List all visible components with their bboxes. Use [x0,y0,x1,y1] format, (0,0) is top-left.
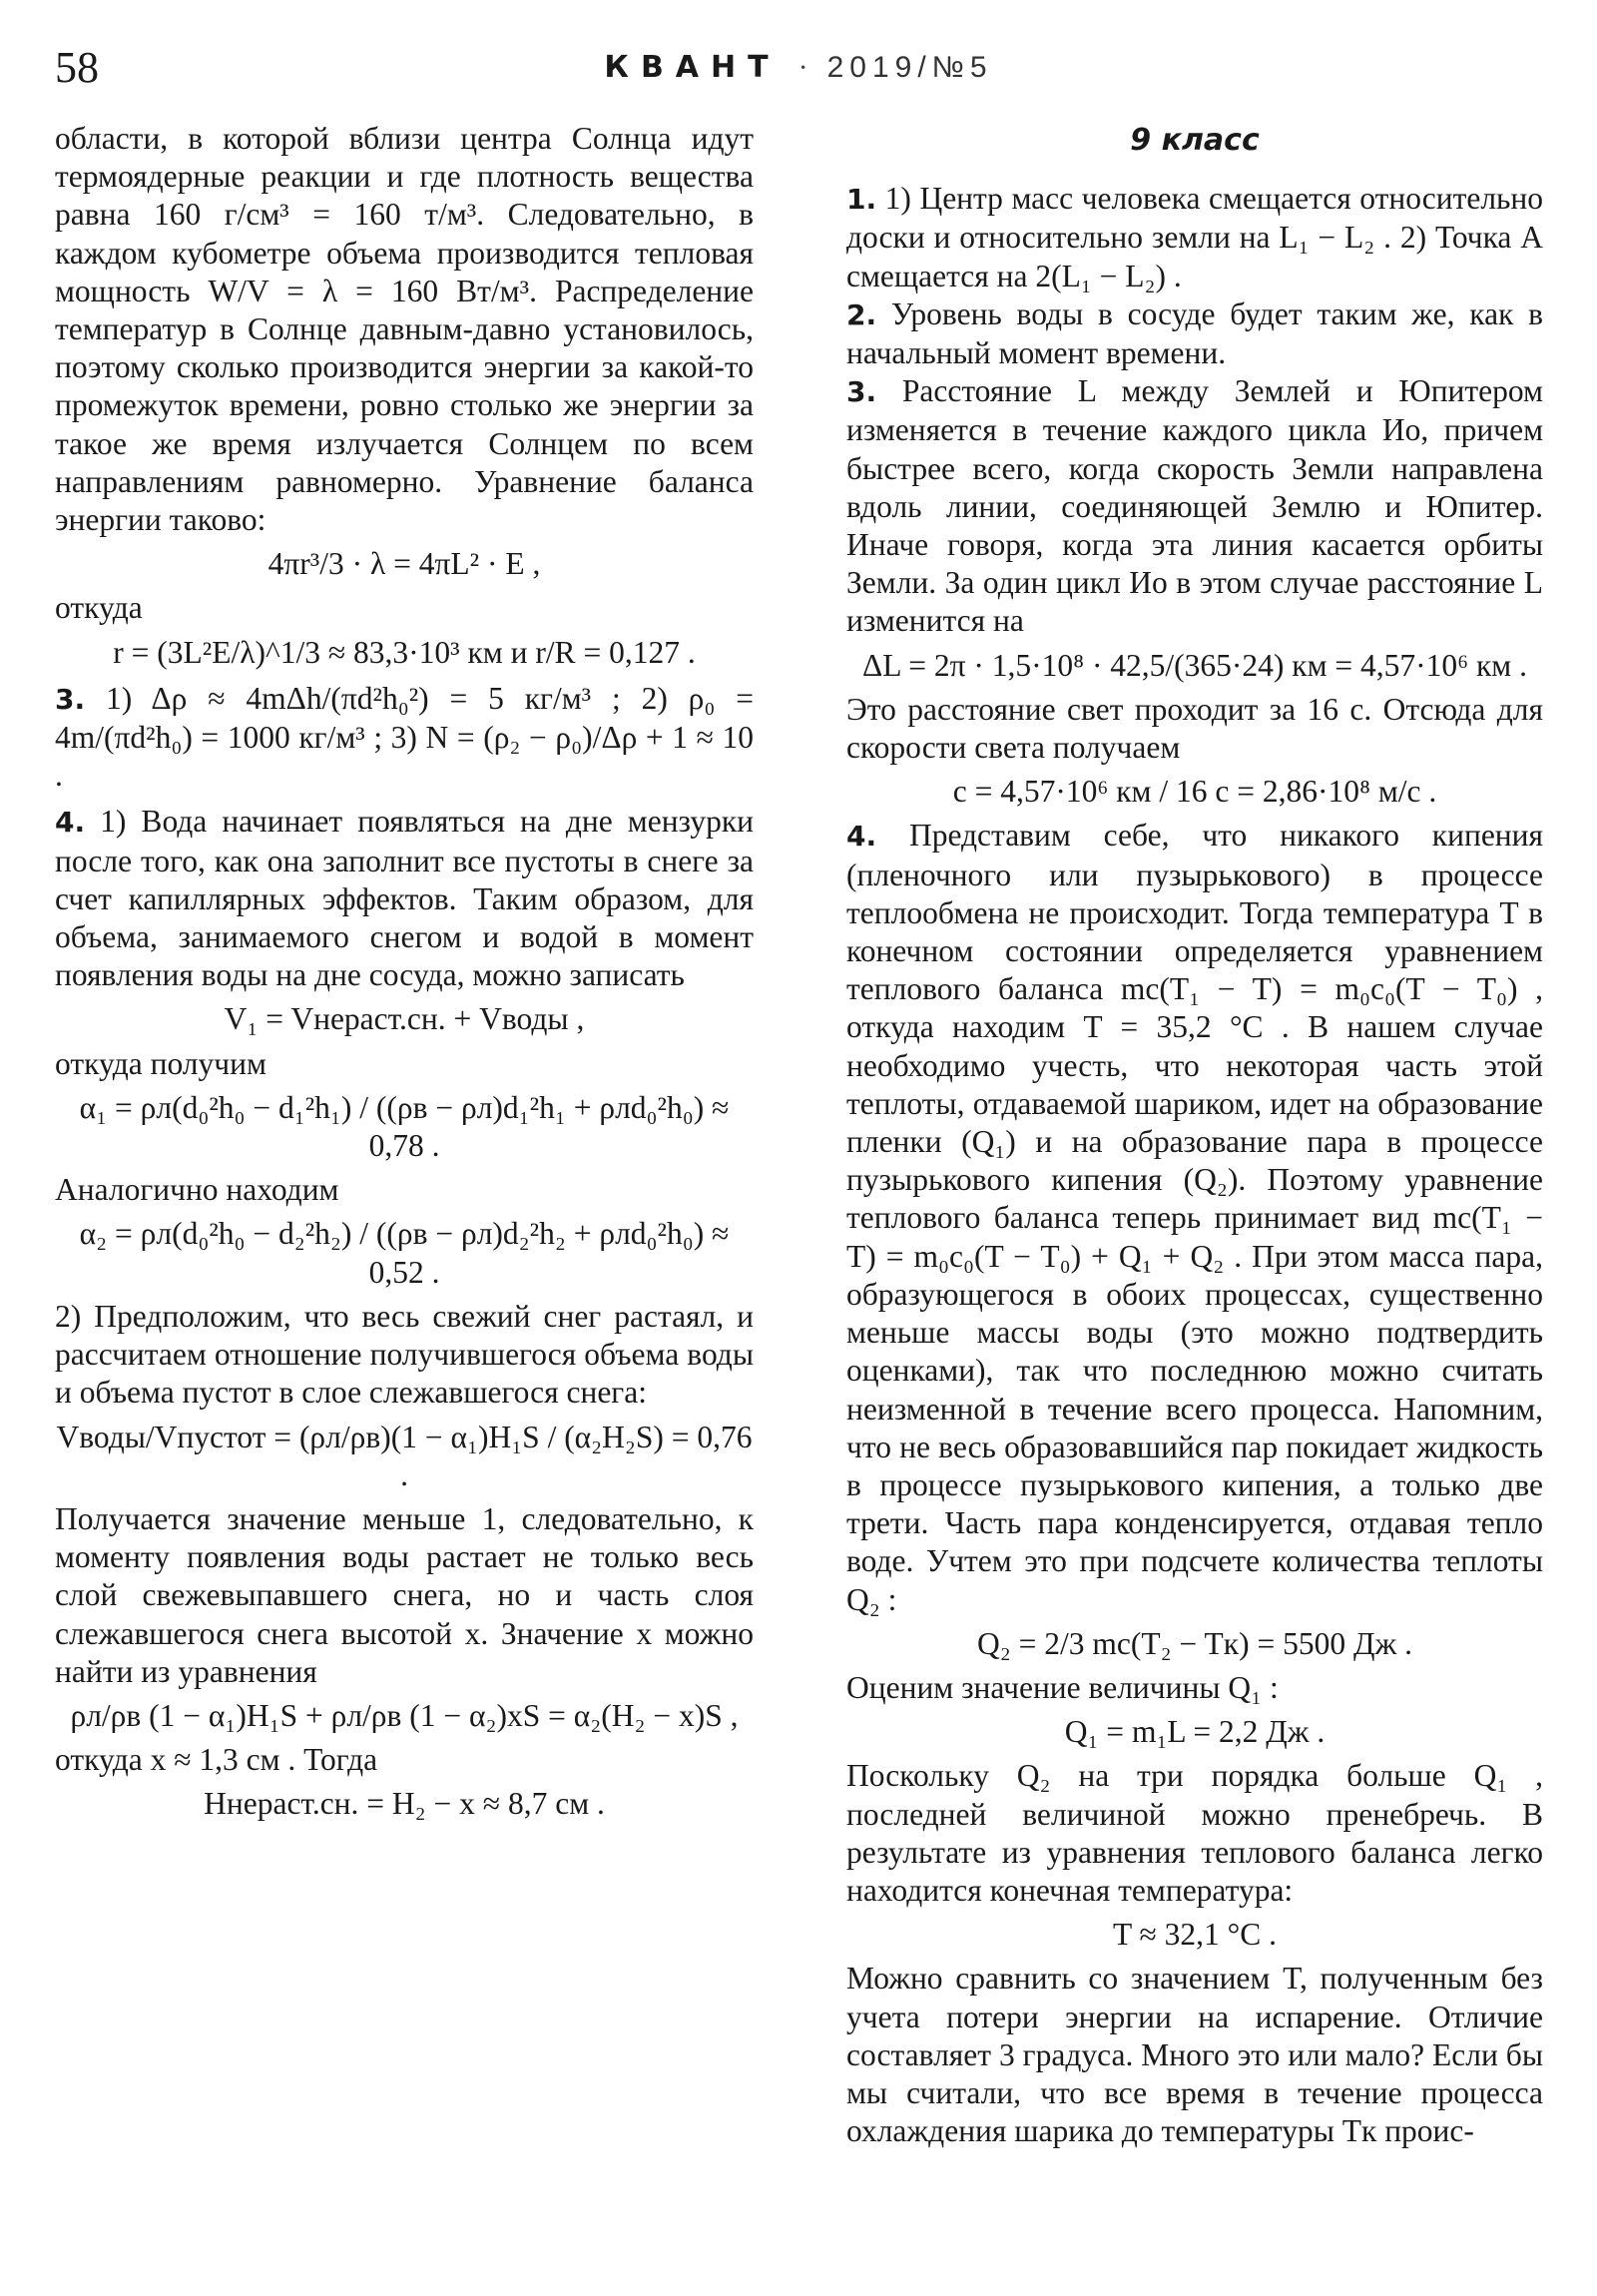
formula-q2: Q₂ = 2/3 mc(T₂ − Tк) = 5500 Дж . [977,1625,1412,1661]
problem-number: 3. [846,375,877,409]
paragraph: Аналогично находим [55,1172,339,1208]
problem-text: 1) Центр масс человека смещается относительно доски и относительно земли на L₁ − L₂ . 2) Точка A смещается на 2(L₁ − L₂) . [846,181,1544,293]
formula-energy-balance: 4πr³/3 · λ = 4πL² · E , [267,546,541,582]
formula-alpha1: α₁ = ρл(d₀²h₀ − d₁²h₁) / ((ρв − ρл)d₁²h₁ + ρлd₀²h₀) ≈ 0,78 . [79,1089,730,1164]
problem-text: Расстояние L между Землей и Юпитером изменяется в течение каждого цикла Ио, причем быстрее всего, когда скорость Земли направлена вдоль линии, соединяющей Землю и Юпитер. Иначе говоря, когда эта линия касается орбиты Земли. За один цикл Ио в этом случае расстояние L изменится на [846,373,1543,639]
paragraph: откуда [55,590,143,626]
paragraph: Получается значение меньше 1, следовательно, к моменту появления воды растает не только весь слой свежевыпавшего снега, но и часть слоя слежавшегося снега высотой x. Значение x можно найти из уравнения [55,1500,754,1689]
left-column [55,120,754,1830]
formula-delta-l: ΔL = 2π · 1,5·10⁸ · 42,5/(365·24) км = 4,57·10⁶ км . [861,647,1527,683]
header-separator: · [798,51,809,84]
problem-1 [846,180,1543,295]
formula-v1: V₁ = Vнераст.сн. + Vводы , [224,1001,585,1037]
paragraph: Поскольку Q₂ на три порядка больше Q₁ , последней величиной можно пренебречь. В результате из уравнения теплового баланса легко находится конечная температура: [846,1758,1543,1908]
paragraph: Это расстояние свет проходит за 16 с. Отсюда для скорости света получаем [846,691,1543,766]
issue-number: 2019/№5 [826,51,993,84]
problem-3 [55,680,754,796]
problem-4 [846,817,1543,1618]
problem-2 [846,295,1543,372]
right-column [846,120,1543,2150]
paragraph: Можно сравнить со значением T, полученным без учета потери энергии на испарение. Отличие составляет 3 градуса. Много это или мало? Если бы мы считали, что все время в течение процесса охлаждения шарика до температуры Tк проис- [846,1961,1543,2149]
problem-text: Представим себе, что никакого кипения (пленочного или пузырькового) в процессе теплообмена не происходит. Тогда температура T в конечном состоянии определяется уравнением теплового баланса mc(T₁ − T) = m₀c₀(T − T₀) , откуда находим T = 35,2 °C . В нашем случае необходимо учесть, что некоторая часть этой теплоты, отдаваемой шариком, идет на образование пленки (Q₁) и на образование пара в процессе пузырькового кипения (Q₂). Поэтому уравнение теплового баланса теперь принимает вид mc(T₁ − T) = m₀c₀(T − T₀) + Q₁ + Q₂ . При этом масса пара, образующегося в обоих процессах, существенно меньше массы воды (это можно подтвердить оценками), так что последнюю можно считать неизменной в течение всего процесса. Напомним, что не весь образовавшийся пар покидает жидкость в процессе пузырькового кипения, а только две трети. Часть пара конденсируется, отдавая тепло воде. Учтем это при подсчете количества теплоты Q₂ : [846,818,1543,1617]
running-head [55,50,1542,85]
problem-number: 4. [55,806,86,840]
paragraph: области, в которой вблизи центра Солнца идут термоядерные реакции и где плотность вещества равна 160 г/см³ = 160 т/м³. Следовательно, в каждом кубометре объема производится тепловая мощность W/V = λ = 160 Вт/м³. Распределение температур в Солнце давным-давно установилось, поэтому сколько производится энергии за какой-то промежуток времени, ровно столько же энергии за такое же время излучается Солнцем по всем направлениям равномерно. Уравнение баланса энергии таково: [55,121,754,538]
problem-number: 1. [846,183,877,217]
journal-name: КВАНТ [604,50,781,85]
problem-number: 3. [55,682,86,716]
problem-number: 2. [846,297,877,331]
problem-3 [846,372,1543,640]
problem-number: 4. [846,820,877,854]
formula-alpha2: α₂ = ρл(d₀²h₀ − d₂²h₂) / ((ρв − ρл)d₂²h₂ + ρлd₀²h₀) ≈ 0,52 . [79,1216,730,1290]
paragraph: откуда x ≈ 1,3 см . Тогда [55,1742,378,1778]
problem-text: Уровень воды в сосуде будет таким же, как в начальный момент времени. [846,295,1543,371]
formula-volume-ratio: Vводы/Vпустот = (ρл/ρв)(1 − α₁)H₁S / (α₂H₂S) = 0,76 . [56,1419,753,1492]
formula-light-speed: c = 4,57·10⁶ км / 16 с = 2,86·10⁸ м/с . [952,774,1437,810]
formula-height: Hнераст.сн. = H₂ − x ≈ 8,7 см . [204,1786,605,1822]
problem-text: 1) Вода начинает появляться на дне мензурки после того, как она заполнит все пустоты в снеге за счет капиллярных эффектов. Таким образом, для объема, занимаемого снегом и водой в момент появления воды на дне сосуда, можно записать [55,804,754,993]
formula-x-equation: ρл/ρв (1 − α₁)H₁S + ρл/ρв (1 − α₂)xS = α₂(H₂ − x)S , [70,1697,739,1733]
formula-q1: Q₁ = m₁L = 2,2 Дж . [1064,1714,1326,1750]
paragraph: 2) Предположим, что весь свежий снег растаял, и рассчитаем отношение получившегося объема воды и объема пустот в слое слежавшегося снега: [55,1298,754,1411]
paragraph: Оценим значение величины Q₁ : [846,1669,1279,1705]
section-title: 9 класс [1130,123,1260,158]
page-number: 58 [55,43,99,92]
problem-4 [55,803,754,994]
formula-final-temperature: T ≈ 32,1 °C . [1112,1917,1278,1953]
formula-radius: r = (3L²E/λ)^1/3 ≈ 83,3·10³ км и r/R = 0,127 . [113,634,696,670]
problem-text: 1) Δρ ≈ 4mΔh/(πd²h₀²) = 5 кг/м³ ; 2) ρ₀ = 4m/(πd²h₀) = 1000 кг/м³ ; 3) N = (ρ₂ − ρ₀)/Δρ + 1 ≈ 10 . [55,680,755,794]
paragraph: откуда получим [55,1045,266,1081]
page-header [55,42,1542,102]
